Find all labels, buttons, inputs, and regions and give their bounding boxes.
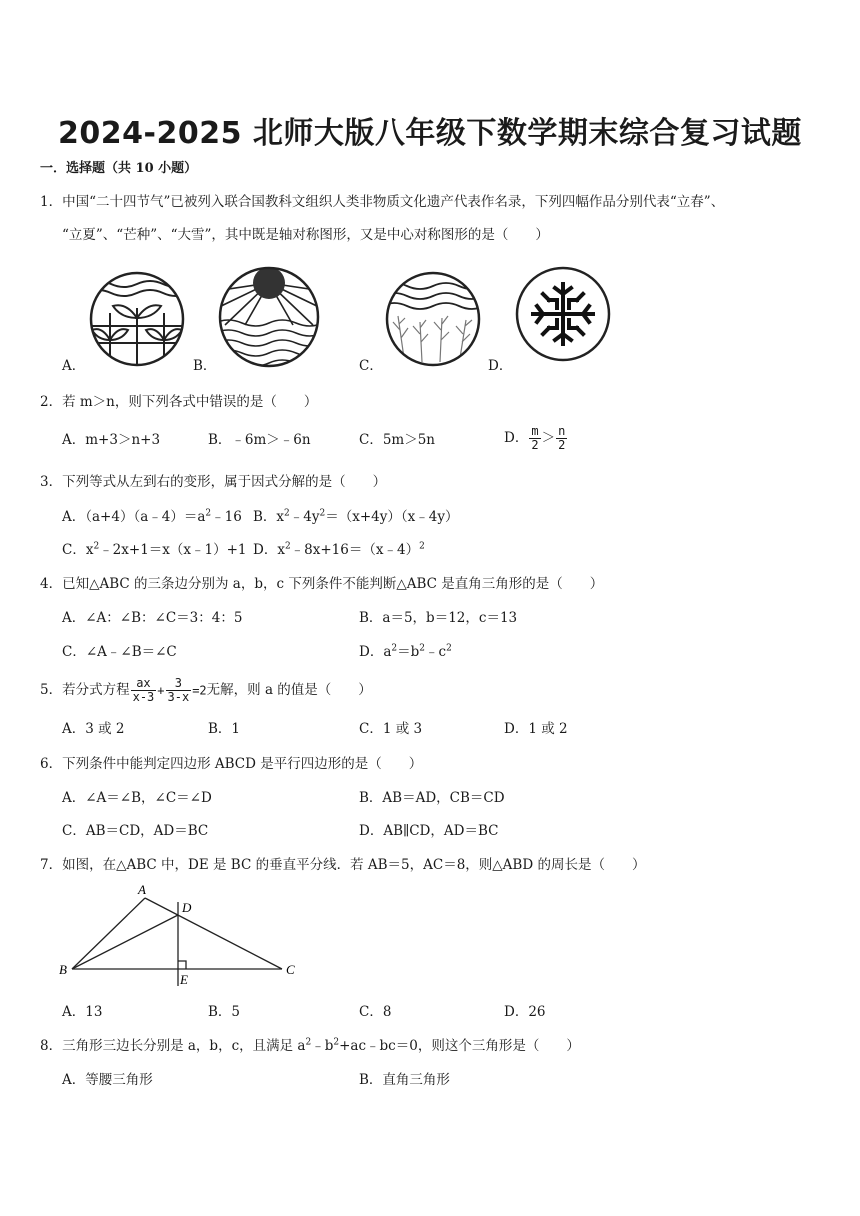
fraction-denominator: 3-x (167, 690, 190, 704)
q3-c-text: C．x (62, 542, 94, 558)
q4-d-mid2: ﹣c (425, 644, 447, 660)
q3-option-a (62, 507, 242, 527)
q1-stem-line1: 1．中国“二十四节气”已被列入联合国教科文组织人类非物质文化遗产代表作名录，下列四幅作品分别代表“立春”、 (40, 194, 725, 210)
fraction-denominator: 2 (531, 438, 539, 452)
q6-option-d: D．AB∥CD，AD＝BC (359, 823, 499, 839)
q2-option-a: A．m+3＞n+3 (62, 432, 161, 448)
vertex-label-b: B (59, 962, 67, 977)
q3-a-tail: ﹣16 (211, 509, 242, 525)
exponent: 2 (284, 541, 291, 552)
q3-d-tail: ﹣8x+16＝（x﹣4） (290, 542, 420, 558)
exponent: 2 (419, 643, 425, 654)
fraction-numerator: n (558, 424, 566, 438)
q3-option-b (253, 507, 458, 527)
q3-option-c (62, 540, 247, 560)
q3-option-d (253, 540, 425, 560)
exponent: 2 (305, 1037, 312, 1048)
q8-stem-pre: 8．三角形三边长分别是 a，b，c，且满足 a (40, 1038, 306, 1054)
q8-option-a: A．等腰三角形 (62, 1072, 153, 1088)
q3-b-tail: ＝（x+4y）（x﹣4y） (325, 509, 459, 525)
point-label-e: E (180, 972, 188, 987)
exponent: 2 (319, 508, 326, 519)
q4-d-mid: ＝b (397, 644, 420, 660)
q6-option-a: A．∠A＝∠B，∠C＝∠D (62, 790, 212, 806)
q7-option-a: A．13 (62, 1004, 103, 1020)
q3-a-text: A．（a+4）（a﹣4）＝a (62, 509, 206, 525)
q5-option-c: C．1 或 3 (359, 721, 423, 737)
q4-d-text: D．a (359, 644, 392, 660)
exponent: 2 (205, 508, 212, 519)
q2-option-c: C．5m＞5n (359, 432, 436, 448)
fraction-n-over-2 (556, 425, 567, 452)
fraction-m-over-2 (529, 425, 540, 452)
q5-option-a: A．3 或 2 (62, 721, 125, 737)
exponent: 2 (284, 508, 290, 519)
solar-term-daxue-image (513, 264, 613, 364)
fraction-denominator: 2 (558, 438, 566, 452)
point-label-d: D (182, 900, 192, 915)
q1-option-c: C． (359, 358, 383, 374)
q4-option-c: C．∠A﹣∠B＝∠C (62, 644, 177, 660)
fraction-denominator: x-3 (132, 690, 155, 704)
q2-option-d-label: D． (504, 430, 529, 446)
exponent: 2 (446, 643, 452, 654)
fraction-ax-over-x-3 (131, 677, 157, 704)
q8-stem (40, 1036, 580, 1056)
q8-stem-post: +ac﹣bc＝0，则这个三角形是（ ） (339, 1038, 580, 1054)
triangle-figure (56, 880, 306, 992)
q3-d-text: D．x (253, 542, 285, 558)
vertex-label-c: C (286, 962, 295, 977)
q2-stem: 2．若 m＞n，则下列各式中错误的是（ ） (40, 394, 318, 410)
page-title: 2024-2025 北师大版八年级下数学期末综合复习试题 (58, 116, 802, 151)
solar-term-mangzhong-image (382, 268, 484, 370)
q6-stem: 6．下列条件中能判定四边形 ABCD 是平行四边形的是（ ） (40, 756, 423, 772)
exponent: 2 (333, 1037, 340, 1048)
fraction-numerator: 3 (166, 677, 192, 691)
fraction-numerator: m (531, 424, 539, 438)
q7-option-c: C．8 (359, 1004, 392, 1020)
exponent: 2 (419, 541, 425, 552)
q5-option-d: D．1 或 2 (504, 721, 568, 737)
q8-option-b: B．直角三角形 (359, 1072, 450, 1088)
q4-option-b: B．a＝5，b＝12，c＝13 (359, 610, 518, 626)
q6-option-c: C．AB＝CD，AD＝BC (62, 823, 209, 839)
q5-stem-pre: 5．若分式方程 (40, 682, 130, 698)
q1-stem-line2: “立夏”、“芒种”、“大雪”，其中既是轴对称图形，又是中心对称图形的是（ ） (62, 227, 549, 243)
relation-symbol: ＞ (541, 430, 556, 446)
q1-option-a: A． (62, 358, 86, 374)
q7-option-d: D．26 (504, 1004, 546, 1020)
q5-stem (40, 672, 372, 709)
q4-option-d (359, 642, 452, 662)
q6-option-b: B．AB＝AD，CB＝CD (359, 790, 505, 806)
q1-option-d: D． (488, 358, 513, 374)
q3-c-tail: ﹣2x+1＝x（x﹣1）+1 (99, 542, 247, 558)
vertex-label-a: A (138, 882, 146, 897)
q5-stem-post: 无解，则 a 的值是（ ） (206, 682, 372, 698)
q2-option-b: B．﹣6m＞﹣6n (208, 432, 311, 448)
q7-option-b: B．5 (208, 1004, 241, 1020)
fraction-3-over-3-x (166, 677, 192, 704)
section-heading: 一．选择题（共 10 小题） (40, 161, 198, 176)
q3-stem: 3．下列等式从左到右的变形，属于因式分解的是（ ） (40, 474, 387, 490)
solar-term-lixia-image (215, 263, 323, 371)
q4-stem: 4．已知△ABC 的三条边分别为 a，b，c 下列条件不能判断△ABC 是直角三角形的是（ ） (40, 576, 604, 592)
q8-stem-mid: ﹣b (311, 1038, 334, 1054)
q3-b-text: B．x (253, 509, 285, 525)
solar-term-lichun-image (86, 268, 188, 370)
q7-stem: 7．如图，在△ABC 中，DE 是 BC 的垂直平分线．若 AB＝5，AC＝8，则△ABD 的周长是（ ） (40, 857, 646, 873)
q4-option-a: A．∠A：∠B：∠C＝3：4：5 (62, 610, 243, 626)
q2-option-d (504, 425, 568, 452)
equals-two: =2 (192, 683, 207, 698)
exponent: 2 (93, 541, 100, 552)
q3-b-mid: ﹣4y (289, 509, 320, 525)
plus-sign: + (157, 683, 165, 698)
exponent: 2 (391, 643, 398, 654)
fraction-numerator: ax (131, 677, 157, 691)
q1-option-b: B． (193, 358, 217, 374)
q5-option-b: B．1 (208, 721, 241, 737)
